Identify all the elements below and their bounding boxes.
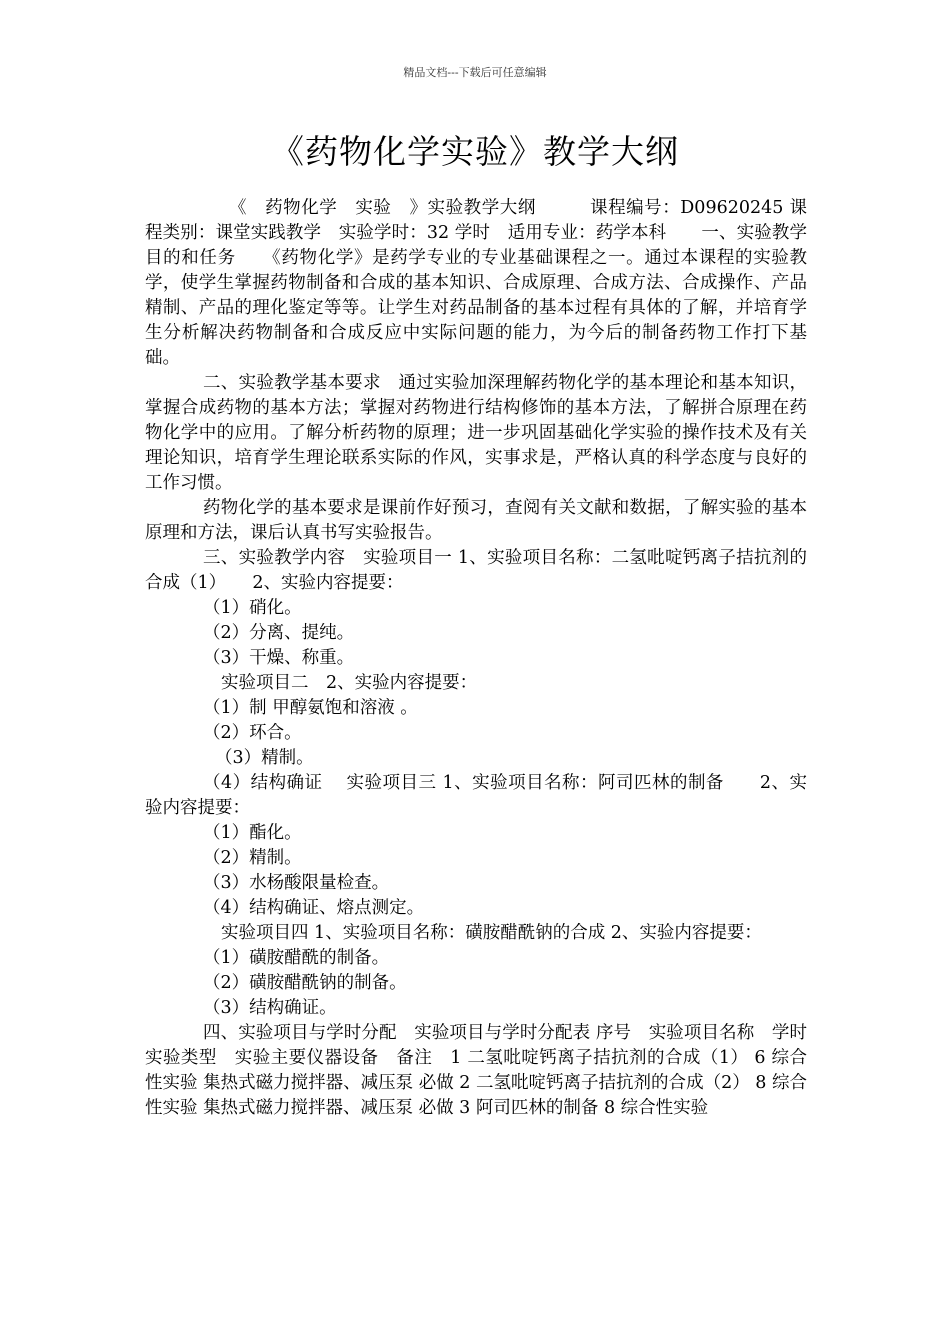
- intro-paragraph: 《 药物化学 实验 》实验教学大纲 课程编号：D09620245 课程类别：课堂实践教学 实验学时：32 学时 适用专业：药学本科 一、实验教学目的和任务 《药物化学》是药学专业的专业基础课程之一。通过本课程的实验教学，使学生掌握药物制备和合成的基本知识、合成原理、合成方法、合成操作、产品精制、产品的理化鉴定等等。让学生对药品制备的基本过程有具体的了解，并培育学生分析解决药物制备和合成反应中实际问题的能力，为今后的制备药物工作打下基础。: [145, 198, 807, 368]
- list-item: （1）硝化。: [203, 598, 302, 618]
- list-item: （1）制 甲醇氨饱和溶液 。: [203, 698, 418, 718]
- list-item: （2）环合。: [203, 723, 302, 743]
- list-item: （2）精制。: [203, 848, 302, 868]
- requirements-paragraph-2: 药物化学的基本要求是课前作好预习，查阅有关文献和数据，了解实验的基本原理和方法，课后认真书写实验报告。: [145, 498, 807, 543]
- list-item: （3）干燥、称重。: [203, 648, 355, 668]
- page-header: 精品文档---下载后可任意编辑: [403, 66, 547, 79]
- content-intro-paragraph: 三、实验教学内容 实验项目一 1、实验项目名称：二氢吡啶钙离子拮抗剂的合成（1） 2、实验内容提要：: [145, 548, 807, 593]
- document-title: 《药物化学实验》教学大纲: [271, 132, 679, 171]
- list-item: （3）精制。: [215, 748, 314, 768]
- list-item: （4）结构确证 实验项目三 1、实验项目名称：阿司匹林的制备 2、实验内容提要：: [145, 773, 807, 818]
- project-heading: 实验项目四 1、实验项目名称：磺胺醋酰钠的合成 2、实验内容提要：: [221, 923, 762, 943]
- document-body: [145, 196, 825, 1121]
- list-item: （2）磺胺醋酰钠的制备。: [203, 973, 407, 993]
- requirements-paragraph: 二、实验教学基本要求 通过实验加深理解药物化学的基本理论和基本知识，掌握合成药物的基本方法；掌握对药物进行结构修饰的基本方法，了解拼合原理在药物化学中的应用。了解分析药物的原理；进一步巩固基础化学实验的操作技术及有关理论知识，培育学生理论联系实际的作风，实事求是，严格认真的科学态度与良好的工作习惯。: [145, 373, 807, 493]
- list-item: （2）分离、提纯。: [203, 623, 355, 643]
- list-item: （1）酯化。: [203, 823, 302, 843]
- allocation-paragraph: 四、实验项目与学时分配 实验项目与学时分配表 序号 实验项目名称 学时 实验类型 实验主要仪器设备 备注 1 二氢吡啶钙离子拮抗剂的合成（1） 6 综合性实验 集热式磁力搅拌器、减压泵 必做 2 二氢吡啶钙离子拮抗剂的合成（2） 8 综合性实验 集热式磁力搅拌器、减压泵 必做 3 阿司匹林的制备 8 综合性实验: [145, 1023, 825, 1118]
- project-heading: 实验项目二 2、实验内容提要：: [221, 673, 478, 693]
- list-item: （4）结构确证、熔点测定。: [203, 898, 425, 918]
- list-item: （1）磺胺醋酰的制备。: [203, 948, 390, 968]
- list-item: （3）结构确证。: [203, 998, 337, 1018]
- list-item: （3）水杨酸限量检查。: [203, 873, 390, 893]
